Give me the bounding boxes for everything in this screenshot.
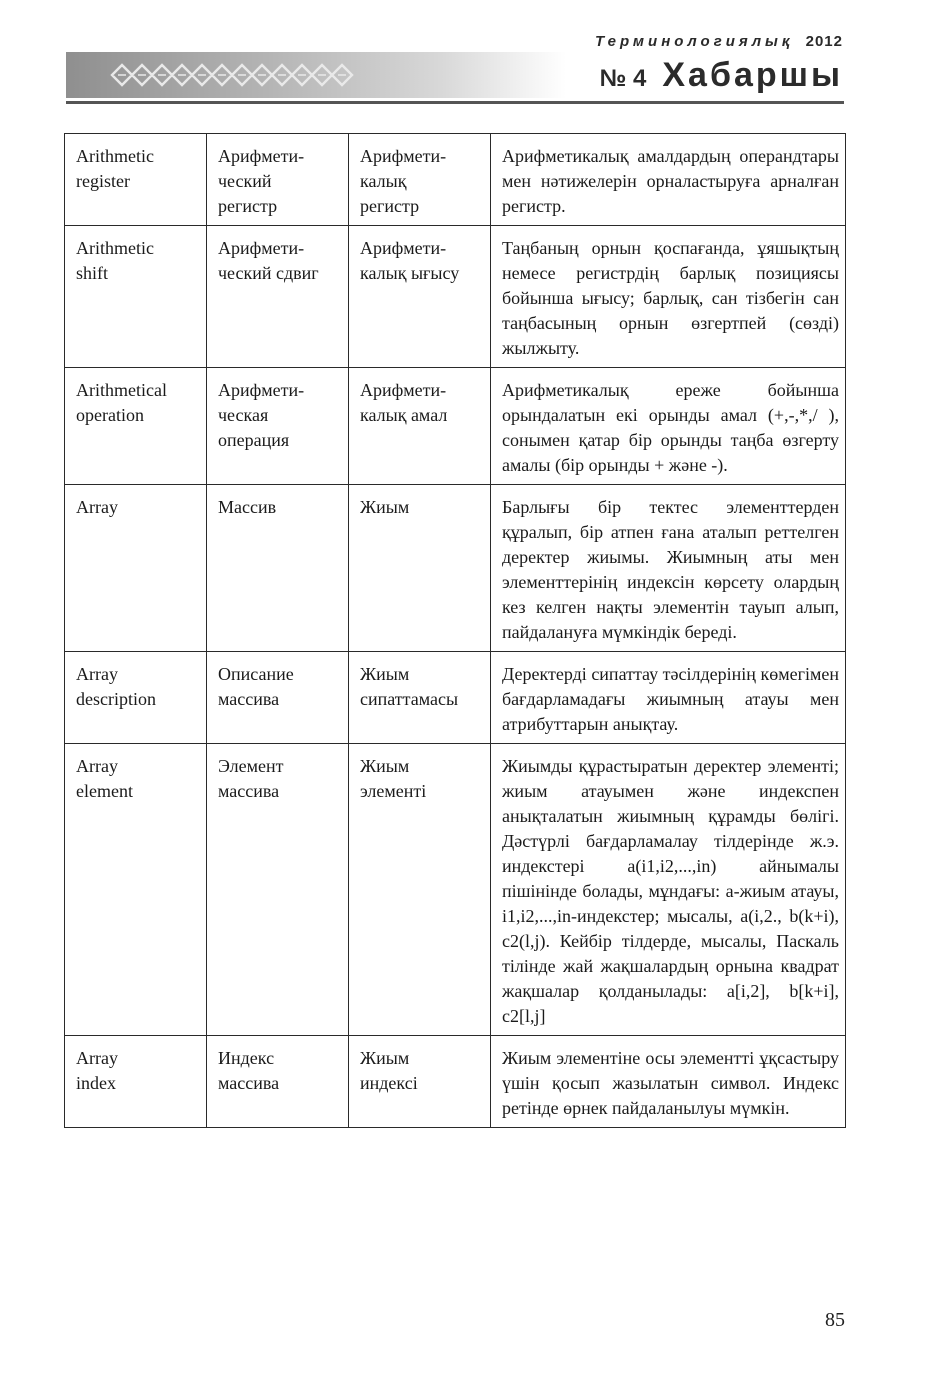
term-definition-cell — [491, 1036, 846, 1128]
term-kazakh-cell — [349, 1036, 491, 1128]
term-english-cell — [65, 368, 207, 485]
term-russian-cell — [207, 368, 349, 485]
term-russian: Массив — [218, 497, 277, 517]
table-row — [65, 485, 846, 652]
term-english-cell — [65, 744, 207, 1036]
table-row — [65, 652, 846, 744]
table-row — [65, 368, 846, 485]
table-row — [65, 744, 846, 1036]
term-russian: Арифмети- ческая операция — [218, 380, 305, 450]
term-kazakh-cell — [349, 652, 491, 744]
term-russian: Арифмети- ческий сдвиг — [218, 238, 319, 283]
term-english: Array — [76, 497, 118, 517]
term-russian-cell — [207, 744, 349, 1036]
term-definition: Деректерді сипаттау тәсілдерінің көмегімен бағдарламадағы жиымның атауы мен атрибуттарын анықтау. — [502, 664, 839, 734]
term-english: Arithmetic register — [76, 146, 154, 191]
term-kazakh-cell — [349, 226, 491, 368]
ornament-pattern — [106, 56, 406, 94]
page-number: 85 — [825, 1309, 845, 1331]
term-kazakh: Арифмети- калық амал — [360, 380, 448, 425]
term-russian-cell — [207, 134, 349, 226]
term-english-cell — [65, 226, 207, 368]
journal-year: 2012 — [805, 33, 843, 50]
term-definition-cell — [491, 368, 846, 485]
term-russian-cell — [207, 226, 349, 368]
terms-table — [64, 133, 846, 1128]
term-kazakh: Жиым сипаттамасы — [360, 664, 459, 709]
journal-title — [595, 33, 843, 50]
term-kazakh: Арифмети- калық регистр — [360, 146, 447, 216]
term-english-cell — [65, 485, 207, 652]
term-kazakh: Жиым — [360, 497, 410, 517]
term-definition-cell — [491, 134, 846, 226]
term-kazakh: Арифмети- калық ығысу — [360, 238, 460, 283]
term-kazakh-cell — [349, 134, 491, 226]
term-definition: Арифметикалық ереже бойынша орындалатын екі орынды амал (+,-,*,/ ), сонымен қатар бір орынды таңба өзгерту амалы (бір орынды + және -). — [502, 380, 839, 475]
term-russian: Элемент массива — [218, 756, 284, 801]
issue-number: № 4 — [599, 65, 647, 92]
term-definition: Жиымды құрастыратын деректер элементі; жиым атауымен және индекспен анықталатын жиымның құрамды бөлігі. Дәстүрлі бағдарламалау тілдерінде ж.э. индекстері a(i1,i2,...,in) айнымалы пішінінде болады, мұндағы: a-жиым атауы, i1,i2,...,in-индекстер; мысалы, a(i,2., b(k+i), c2(l,j). Кейбір тілдерде, мысалы, Паскаль тілінде жай жақшалардың орнына квадрат жақшалар қолданылады: a[i,2], b[k+i], c2[l,j] — [502, 756, 839, 1026]
term-russian: Арифмети- ческий регистр — [218, 146, 305, 216]
term-definition: Таңбаның орнын қоспағанда, ұяшықтың немесе регистрдің барлық позициясы бойынша ығысу; барлық, сан тізбегін сан таңбасының орнын өзгертпей (сөзді) жылжыту. — [502, 238, 839, 358]
journal-name: Терминологиялық — [595, 33, 794, 50]
header-ornament-band — [66, 52, 566, 98]
term-definition-cell — [491, 226, 846, 368]
term-english-cell — [65, 652, 207, 744]
term-english: Array index — [76, 1048, 118, 1093]
term-russian-cell — [207, 1036, 349, 1128]
term-definition-cell — [491, 652, 846, 744]
term-definition: Арифметикалық амалдардың операндтары мен нәтижелерін орналастыруға арналған регистр. — [502, 146, 839, 216]
term-kazakh-cell — [349, 744, 491, 1036]
term-definition: Барлығы бір тектес элементтерден құралып, бір атпен ғана аталып реттелген деректер жиымы. Жиымның аты мен элементтерінің индексін көрсету олардың кез келген нақты элементін тауып алып, пайдалануға мүмкіндік береді. — [502, 497, 839, 642]
term-kazakh: Жиым элементі — [360, 756, 427, 801]
term-english: Array element — [76, 756, 133, 801]
term-definition-cell — [491, 744, 846, 1036]
term-russian-cell — [207, 652, 349, 744]
term-english: Arithmetic shift — [76, 238, 154, 283]
table-row — [65, 226, 846, 368]
term-english: Arithmetical operation — [76, 380, 167, 425]
term-kazakh-cell — [349, 368, 491, 485]
issue-word: Хабаршы — [662, 56, 843, 94]
issue-heading — [600, 56, 843, 101]
term-definition: Жиым элементіне осы элементті ұқсастыру үшін қосып жазылатын символ. Индекс ретінде өрнек пайдаланылуы мүмкін. — [502, 1048, 839, 1118]
term-kazakh-cell — [349, 485, 491, 652]
term-russian: Описание массива — [218, 664, 294, 709]
term-russian-cell — [207, 485, 349, 652]
term-kazakh: Жиым индексі — [360, 1048, 418, 1093]
term-definition-cell — [491, 485, 846, 652]
table-row — [65, 134, 846, 226]
term-english-cell — [65, 1036, 207, 1128]
term-english-cell — [65, 134, 207, 226]
header-divider — [66, 101, 844, 104]
term-english: Array description — [76, 664, 156, 709]
table-row — [65, 1036, 846, 1128]
term-russian: Индекс массива — [218, 1048, 280, 1093]
